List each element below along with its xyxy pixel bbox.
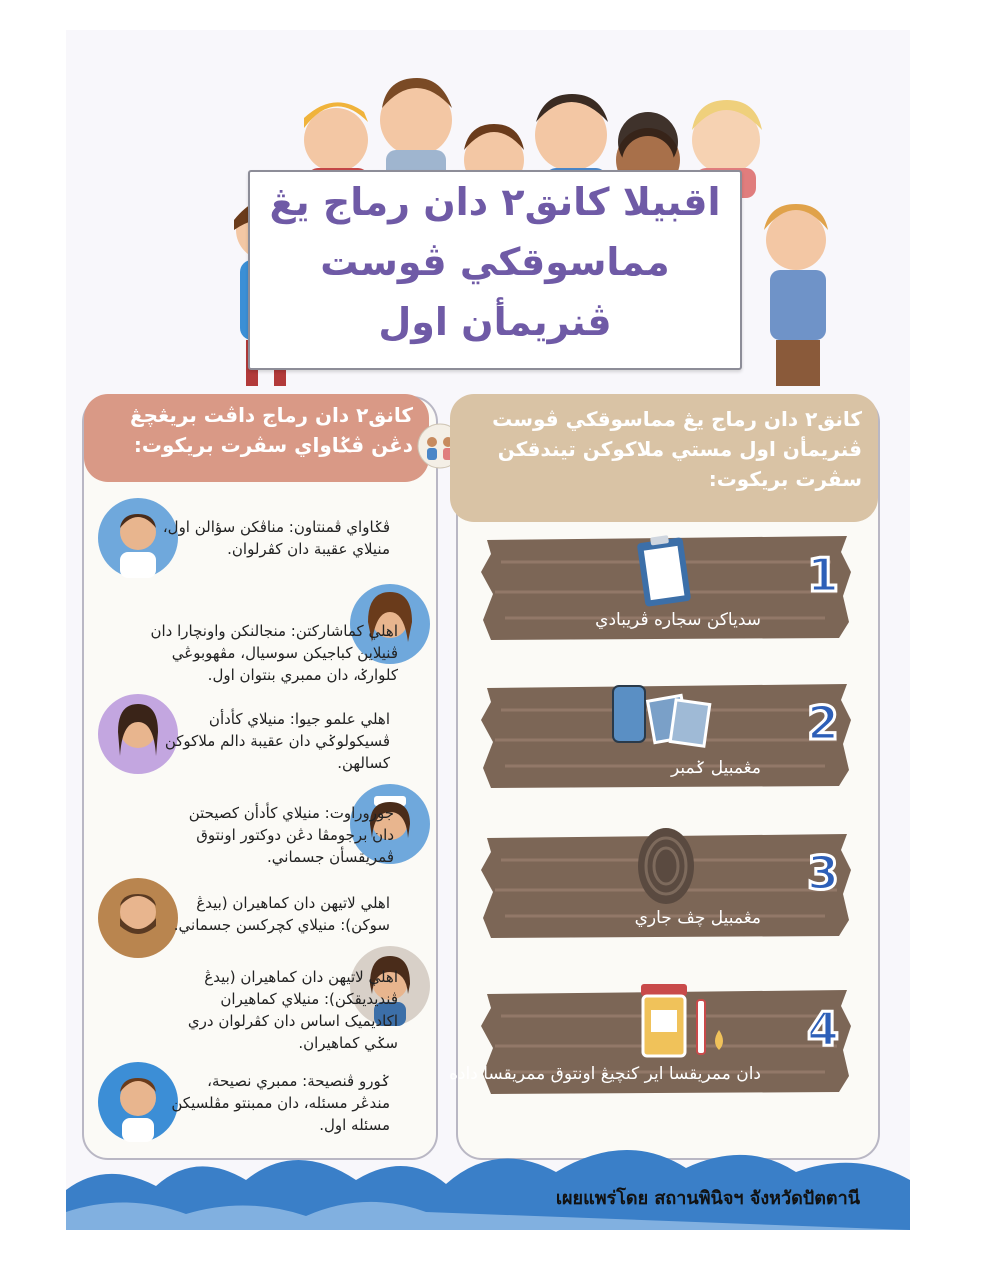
role-line: ڤنديديقکن): منيلاي کماهيران	[220, 990, 398, 1008]
title-line-2: مماسوقكي ڤوست	[320, 240, 670, 284]
left-header-line-2: دڠن ڤݢاواي سڤرت بريکوت:	[133, 433, 413, 457]
title-line-3: ڤنريمأن اول	[378, 300, 612, 344]
step-3-number: 3	[806, 846, 839, 900]
role-line: اهلي کماشاركتن: منجالنكن واونچارا دان	[150, 622, 398, 640]
role-education-trainer	[118, 966, 398, 1054]
role-line: دان برجومڤا دڠن دوکتور اونتوق	[196, 826, 394, 844]
step-2-caption: مڠمبيل ݢمبر	[671, 758, 761, 778]
camera-photos-icon	[607, 680, 717, 766]
right-header-line-2: ڤنريمأن اول مستي ملاکوکن تيندقکن	[497, 437, 862, 461]
role-line: ڤنيلاين کباجيکن سوسيال، مڤهوبوڠي	[171, 644, 398, 662]
step-1-caption: سدياکن سجاره ڤريبادي	[595, 610, 761, 630]
bottom-clouds	[66, 1120, 910, 1230]
clipboard-icon	[629, 534, 699, 608]
step-1	[481, 532, 853, 642]
right-panel-header	[450, 394, 878, 522]
step-1-number: 1	[806, 548, 839, 602]
role-line: کلوارݢ، دان ممبري بنتوان اول.	[207, 666, 398, 684]
role-line: اهلي لاتيهن دان کماهيران (بيدڠ	[196, 894, 390, 912]
role-line: منيلاي عقيبة دان کڤرلوان.	[227, 540, 390, 558]
role-line: اهلي لاتيهن دان کماهيران (بيدڠ	[204, 968, 398, 986]
role-line: جوروراوت: منيلاي کأدأن کصيحتن	[188, 804, 394, 822]
left-header-line-1: کانق٢ دان رماج داڤت بريڠچڠ	[130, 403, 413, 427]
step-3	[481, 830, 853, 940]
role-line: مندڠر مسئله، دان ممبنتو مڤلسيکن	[171, 1094, 390, 1112]
role-line: اکاديميک اساس دان کڤرلوان دري	[187, 1012, 398, 1030]
role-nurse	[134, 802, 394, 868]
role-line: ڤمريقسأن جسماني.	[267, 848, 394, 866]
role-line: سݢي کماهيران.	[298, 1034, 398, 1052]
role-line: ڤسيکولوݢي دان عقيبة دالم ملاکوکن	[164, 732, 390, 750]
right-header-line-3: سڤرت بريکوت:	[708, 467, 862, 491]
step-3-caption: مڠمبيل چڤ جاري	[634, 908, 761, 928]
publisher-footer: เผยแพร่โดย สถานพินิจฯ จังหวัดปัตตานี	[555, 1188, 860, 1209]
role-line: سوکن): منيلاي کچرکسن جسماني.	[173, 916, 390, 934]
role-official	[140, 516, 390, 560]
step-4	[449, 986, 853, 1096]
step-2	[481, 680, 853, 790]
title-sign	[248, 170, 742, 370]
boy-right	[764, 204, 828, 386]
fingerprint-icon	[631, 824, 701, 908]
role-line: ڤݢاواي ڤمنتاون: مناڤکن سؤالن اول،	[162, 518, 390, 536]
role-sports-trainer	[140, 892, 390, 936]
title-line-1: اقبيلا کانق٢ دان رماج يڠ	[269, 180, 721, 224]
role-social-worker	[98, 620, 398, 686]
step-4-caption: دان ممريقسا اير کنچيڠ اونتوق ممريقسا داده	[449, 1064, 761, 1084]
step-4-number: 4	[806, 1002, 839, 1056]
right-header-line-1: کانق٢ دان رماج يڠ مماسوقكي ڤوست	[492, 407, 862, 431]
poster	[66, 30, 910, 1230]
urine-sample-icon	[631, 980, 741, 1066]
left-panel-header	[84, 394, 429, 482]
role-line: کسالهن.	[337, 754, 390, 772]
step-2-number: 2	[806, 696, 839, 750]
role-line: اهلي علمو جيوا: منيلاي کأدأن	[208, 710, 390, 728]
role-line: ݢورو ڤنصيحة: ممبري نصيحة،	[207, 1072, 390, 1090]
role-line: مسئله اول.	[319, 1116, 390, 1134]
role-psychologist	[140, 708, 390, 774]
